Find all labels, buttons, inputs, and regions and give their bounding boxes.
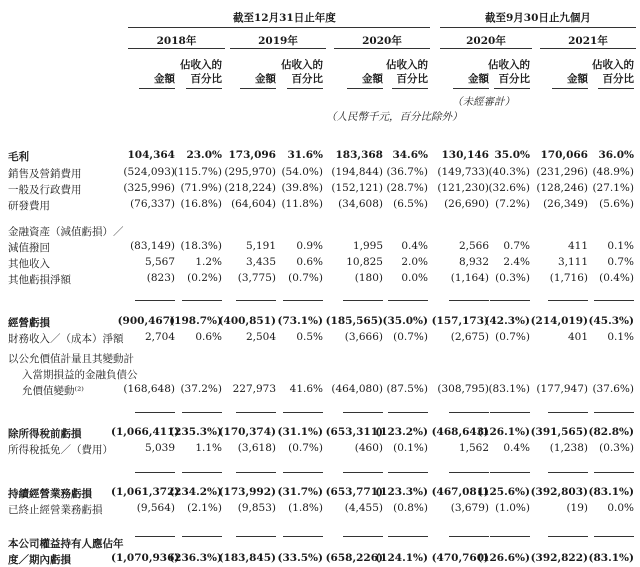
row-8-value-2: 2,504 xyxy=(245,331,276,343)
row-3-value-3: (11.8%) xyxy=(281,198,323,210)
row-2-value-9: (27.1%) xyxy=(592,182,634,194)
row-12-value-4: (653,771) xyxy=(325,486,383,498)
row-9-value-2: 227,973 xyxy=(232,383,276,395)
row-3-value-1: (16.8%) xyxy=(180,198,222,210)
row-10-value-3: (31.1%) xyxy=(277,426,323,438)
row-6-value-2: (3,775) xyxy=(237,272,276,284)
row-9-value-1: (37.2%) xyxy=(180,383,222,395)
subtotal-rule-1-pct-0 xyxy=(182,412,222,413)
col-amount-header-4: 金額 xyxy=(567,73,588,85)
subtotal-rule-3-amt-1 xyxy=(236,536,276,537)
row-14-value-0: (1,070,936) xyxy=(111,552,180,564)
row-0-value-1: 23.0% xyxy=(186,149,222,161)
col-pct-header-a-4: 佔收入的 xyxy=(592,59,634,71)
row-label-2-0: 一般及行政費用 xyxy=(8,184,82,196)
subtotal-rule-2-pct-3 xyxy=(490,472,530,473)
pct-underline-4 xyxy=(598,88,634,89)
row-0-value-3: 31.6% xyxy=(287,149,323,161)
row-1-value-3: (54.0%) xyxy=(281,166,323,178)
amount-underline-0 xyxy=(139,88,175,89)
row-label-6-0: 其他虧損淨額 xyxy=(8,274,71,286)
col-pct-header-a-3: 佔收入的 xyxy=(488,59,530,71)
row-label-7-0: 經營虧損 xyxy=(8,317,50,329)
subtotal-rule-1-amt-1 xyxy=(236,412,276,413)
row-8-value-5: (0.7%) xyxy=(393,331,428,343)
row-2-value-0: (325,996) xyxy=(123,182,175,194)
row-8-value-9: 0.1% xyxy=(607,331,634,343)
row-label-12-0: 持續經營業務虧損 xyxy=(8,488,92,500)
subtotal-rule-0-amt-1 xyxy=(236,300,276,301)
subtotal-rule-1-pct-2 xyxy=(388,412,428,413)
row-1-value-8: (231,296) xyxy=(536,166,588,178)
period-nine-months-rule xyxy=(440,27,636,28)
year-rule-4 xyxy=(540,48,636,49)
col-pct-header-b-3: 百分比 xyxy=(498,73,530,85)
col-pct-header-a-2: 佔收入的 xyxy=(386,59,428,71)
row-12-value-6: (467,081) xyxy=(431,486,489,498)
subtotal-rule-2-pct-4 xyxy=(594,472,634,473)
row-label-8-0: 財務收入／（成本）淨額 xyxy=(8,333,124,345)
subtotal-rule-2-pct-0 xyxy=(182,472,222,473)
subtotal-rule-0-pct-2 xyxy=(388,300,428,301)
subtotal-rule-1-pct-1 xyxy=(283,412,323,413)
row-12-value-2: (173,992) xyxy=(218,486,276,498)
row-7-value-3: (73.1%) xyxy=(277,315,323,327)
subtotal-rule-0-amt-0 xyxy=(135,300,175,301)
subtotal-rule-2-amt-2 xyxy=(343,472,383,473)
row-5-value-6: 8,932 xyxy=(458,256,489,268)
row-0-value-5: 34.6% xyxy=(392,149,428,161)
row-label-9-1: 入當期損益的金融負債公 xyxy=(22,369,138,381)
row-11-value-8: (1,238) xyxy=(549,442,588,454)
row-5-value-1: 1.2% xyxy=(195,256,222,268)
row-10-value-5: (123.2%) xyxy=(375,426,428,438)
row-9-value-6: (308,795) xyxy=(437,383,489,395)
row-label-10-0: 除所得稅前虧損 xyxy=(8,428,82,440)
row-8-value-6: (2,675) xyxy=(450,331,489,343)
row-7-value-0: (900,467) xyxy=(117,315,175,327)
row-11-value-1: 1.1% xyxy=(195,442,222,454)
row-8-value-1: 0.6% xyxy=(195,331,222,343)
subtotal-rule-1-amt-4 xyxy=(548,412,588,413)
row-13-value-0: (9,564) xyxy=(136,502,175,514)
row-9-value-4: (464,080) xyxy=(331,383,383,395)
row-5-value-3: 0.6% xyxy=(296,256,323,268)
row-13-value-9: 0.0% xyxy=(607,502,634,514)
row-6-value-6: (1,164) xyxy=(450,272,489,284)
subtotal-rule-2-amt-1 xyxy=(236,472,276,473)
year-header-2: 2020年 xyxy=(362,35,402,47)
row-2-value-6: (121,230) xyxy=(437,182,489,194)
unit-note: （人民幣千元，百分比除外） xyxy=(326,111,463,123)
row-8-value-4: (3,666) xyxy=(344,331,383,343)
row-2-value-1: (71.9%) xyxy=(180,182,222,194)
year-rule-2 xyxy=(334,48,430,49)
row-9-value-8: (177,947) xyxy=(536,383,588,395)
row-11-value-5: (0.1%) xyxy=(393,442,428,454)
row-3-value-8: (26,349) xyxy=(543,198,588,210)
row-2-value-3: (39.8%) xyxy=(281,182,323,194)
row-6-value-7: (0.3%) xyxy=(495,272,530,284)
row-14-value-2: (183,845) xyxy=(218,552,276,564)
subtotal-rule-3-pct-1 xyxy=(283,536,323,537)
row-8-value-0: 2,704 xyxy=(144,331,175,343)
row-14-value-1: (236.3%) xyxy=(169,552,222,564)
subtotal-rule-1-amt-0 xyxy=(135,412,175,413)
subtotal-rule-2-pct-1 xyxy=(283,472,323,473)
row-2-value-4: (152,121) xyxy=(331,182,383,194)
col-amount-header-3: 金額 xyxy=(468,73,489,85)
row-6-value-5: 0.0% xyxy=(401,272,428,284)
row-5-value-9: 0.7% xyxy=(607,256,634,268)
year-header-0: 2018年 xyxy=(156,35,197,47)
subtotal-rule-0-pct-1 xyxy=(283,300,323,301)
row-4-value-5: 0.4% xyxy=(401,240,428,252)
subtotal-rule-1-amt-3 xyxy=(449,412,489,413)
row-12-value-3: (31.7%) xyxy=(277,486,323,498)
row-10-value-7: (126.1%) xyxy=(477,426,530,438)
row-0-value-8: 170,066 xyxy=(540,149,588,161)
row-4-value-9: 0.1% xyxy=(607,240,634,252)
row-4-value-3: 0.9% xyxy=(296,240,323,252)
row-7-value-1: (198.7%) xyxy=(169,315,222,327)
col-pct-header-a-1: 佔收入的 xyxy=(281,59,323,71)
row-8-value-7: (0.7%) xyxy=(495,331,530,343)
row-2-value-2: (218,224) xyxy=(224,182,276,194)
subtotal-rule-1-pct-3 xyxy=(490,412,530,413)
row-14-value-7: (126.6%) xyxy=(477,552,530,564)
row-13-value-6: (3,679) xyxy=(450,502,489,514)
subtotal-rule-3-pct-3 xyxy=(490,536,530,537)
period-nine-months-header: 截至9月30日止九個月 xyxy=(485,12,591,24)
subtotal-rule-0-amt-3 xyxy=(449,300,489,301)
subtotal-rule-0-amt-2 xyxy=(343,300,383,301)
subtotal-rule-1-amt-2 xyxy=(343,412,383,413)
subtotal-rule-3-amt-2 xyxy=(343,536,383,537)
col-pct-header-b-1: 百分比 xyxy=(291,73,323,85)
row-11-value-7: 0.4% xyxy=(503,442,530,454)
subtotal-rule-0-pct-3 xyxy=(490,300,530,301)
row-label-0-0: 毛利 xyxy=(8,151,29,163)
row-label-13-0: 已終止經營業務虧損 xyxy=(8,504,103,516)
subtotal-rule-2-amt-3 xyxy=(449,472,489,473)
row-8-value-8: 401 xyxy=(567,331,588,343)
row-14-value-4: (658,226) xyxy=(325,552,383,564)
row-label-11-0: 所得稅抵免／（費用） xyxy=(8,444,113,456)
subtotal-rule-2-amt-4 xyxy=(548,472,588,473)
row-3-value-2: (64,604) xyxy=(231,198,276,210)
row-3-value-6: (26,690) xyxy=(444,198,489,210)
row-label-3-0: 研發費用 xyxy=(8,200,50,212)
amount-underline-4 xyxy=(552,88,588,89)
row-7-value-8: (214,019) xyxy=(530,315,588,327)
row-6-value-0: (823) xyxy=(146,272,175,284)
col-pct-header-b-0: 百分比 xyxy=(190,73,222,85)
row-3-value-5: (6.5%) xyxy=(393,198,428,210)
subtotal-rule-0-amt-4 xyxy=(548,300,588,301)
row-9-value-9: (37.6%) xyxy=(592,383,634,395)
row-9-value-3: 41.6% xyxy=(289,383,323,395)
row-label-9-0: 以公允價值計量且其變動計 xyxy=(8,353,134,365)
row-6-value-8: (1,716) xyxy=(549,272,588,284)
row-label-5-0: 其他收入 xyxy=(8,258,50,270)
col-amount-header-1: 金額 xyxy=(255,73,276,85)
row-13-value-4: (4,455) xyxy=(344,502,383,514)
row-0-value-9: 36.0% xyxy=(598,149,634,161)
subtotal-rule-3-pct-0 xyxy=(182,536,222,537)
row-14-value-5: (124.1%) xyxy=(375,552,428,564)
row-11-value-4: (460) xyxy=(354,442,383,454)
pct-underline-0 xyxy=(186,88,222,89)
row-2-value-7: (32.6%) xyxy=(488,182,530,194)
row-14-value-6: (470,760) xyxy=(431,552,489,564)
row-1-value-6: (149,733) xyxy=(437,166,489,178)
amount-underline-3 xyxy=(453,88,489,89)
row-7-value-2: (400,851) xyxy=(218,315,276,327)
row-4-value-2: 5,191 xyxy=(245,240,276,252)
subtotal-rule-3-pct-4 xyxy=(594,536,634,537)
row-5-value-4: 10,825 xyxy=(346,256,383,268)
row-11-value-6: 1,562 xyxy=(458,442,489,454)
row-label-14-0: 本公司權益持有人應佔年 xyxy=(8,538,124,550)
subtotal-rule-2-amt-0 xyxy=(135,472,175,473)
col-amount-header-2: 金額 xyxy=(362,73,383,85)
subtotal-rule-3-amt-0 xyxy=(135,536,175,537)
row-13-value-5: (0.8%) xyxy=(393,502,428,514)
row-4-value-6: 2,566 xyxy=(458,240,489,252)
row-7-value-5: (35.0%) xyxy=(382,315,428,327)
row-11-value-3: (0.7%) xyxy=(288,442,323,454)
row-13-value-8: (19) xyxy=(566,502,588,514)
row-label-4-1: 減值撥回 xyxy=(8,242,50,254)
row-8-value-3: 0.5% xyxy=(296,331,323,343)
row-5-value-5: 2.0% xyxy=(401,256,428,268)
row-0-value-7: 35.0% xyxy=(494,149,530,161)
row-10-value-2: (170,374) xyxy=(218,426,276,438)
row-6-value-4: (180) xyxy=(354,272,383,284)
subtotal-rule-2-pct-2 xyxy=(388,472,428,473)
year-header-3: 2020年 xyxy=(466,35,506,47)
row-13-value-2: (9,853) xyxy=(237,502,276,514)
row-11-value-2: (3,618) xyxy=(237,442,276,454)
row-10-value-8: (391,565) xyxy=(530,426,588,438)
row-5-value-7: 2.4% xyxy=(503,256,530,268)
row-10-value-0: (1,066,411) xyxy=(111,426,180,438)
row-12-value-8: (392,803) xyxy=(530,486,588,498)
year-header-4: 2021年 xyxy=(568,35,608,47)
row-1-value-1: (115.7%) xyxy=(173,166,222,178)
row-1-value-2: (295,970) xyxy=(224,166,276,178)
row-13-value-1: (2.1%) xyxy=(187,502,222,514)
pct-underline-2 xyxy=(392,88,428,89)
row-3-value-7: (7.2%) xyxy=(495,198,530,210)
row-10-value-4: (653,311) xyxy=(325,426,383,438)
subtotal-rule-3-amt-3 xyxy=(449,536,489,537)
row-14-value-9: (83.1%) xyxy=(588,552,634,564)
col-pct-header-b-2: 百分比 xyxy=(396,73,428,85)
row-10-value-9: (82.8%) xyxy=(588,426,634,438)
year-rule-3 xyxy=(440,48,532,49)
year-header-1: 2019年 xyxy=(258,35,298,47)
row-5-value-2: 3,435 xyxy=(245,256,276,268)
row-6-value-3: (0.7%) xyxy=(288,272,323,284)
row-4-value-8: 411 xyxy=(567,240,588,252)
row-3-value-4: (34,608) xyxy=(338,198,383,210)
row-1-value-0: (524,093) xyxy=(123,166,175,178)
row-12-value-0: (1,061,372) xyxy=(111,486,180,498)
row-7-value-9: (45.3%) xyxy=(588,315,634,327)
subtotal-rule-3-pct-2 xyxy=(388,536,428,537)
row-4-value-7: 0.7% xyxy=(503,240,530,252)
pct-underline-3 xyxy=(494,88,530,89)
row-12-value-5: (123.3%) xyxy=(375,486,428,498)
row-3-value-9: (5.6%) xyxy=(599,198,634,210)
row-2-value-8: (128,246) xyxy=(536,182,588,194)
row-0-value-6: 130,146 xyxy=(441,149,489,161)
row-4-value-4: 1,995 xyxy=(352,240,383,252)
row-label-14-1: 度／期內虧損 xyxy=(8,554,71,566)
pct-underline-1 xyxy=(287,88,323,89)
row-14-value-3: (33.5%) xyxy=(277,552,323,564)
unaudited-note: （未經審計） xyxy=(452,96,515,108)
row-11-value-0: 5,039 xyxy=(144,442,175,454)
row-7-value-4: (185,565) xyxy=(325,315,383,327)
row-0-value-0: 104,364 xyxy=(127,149,175,161)
year-rule-1 xyxy=(230,48,326,49)
row-4-value-0: (83,149) xyxy=(130,240,175,252)
row-10-value-1: (235.3%) xyxy=(169,426,222,438)
row-12-value-7: (125.6%) xyxy=(477,486,530,498)
row-12-value-1: (234.2%) xyxy=(169,486,222,498)
row-0-value-4: 183,368 xyxy=(335,149,383,161)
row-1-value-7: (40.3%) xyxy=(488,166,530,178)
period-full-year-header: 截至12月31日止年度 xyxy=(233,12,336,24)
row-9-value-0: (168,648) xyxy=(123,383,175,395)
period-full-year-rule xyxy=(128,27,430,28)
row-2-value-5: (28.7%) xyxy=(386,182,428,194)
row-3-value-0: (76,337) xyxy=(130,198,175,210)
row-9-value-5: (87.5%) xyxy=(386,383,428,395)
amount-underline-1 xyxy=(240,88,276,89)
row-label-1-0: 銷售及營銷費用 xyxy=(8,168,82,180)
subtotal-rule-0-pct-4 xyxy=(594,300,634,301)
col-amount-header-0: 金額 xyxy=(154,73,175,85)
row-1-value-9: (48.9%) xyxy=(592,166,634,178)
row-label-9-2: 允價值變動⁽²⁾ xyxy=(22,385,84,397)
row-11-value-9: (0.3%) xyxy=(599,442,634,454)
row-1-value-5: (36.7%) xyxy=(386,166,428,178)
row-9-value-7: (83.1%) xyxy=(488,383,530,395)
amount-underline-2 xyxy=(347,88,383,89)
row-12-value-9: (83.1%) xyxy=(588,486,634,498)
year-rule-0 xyxy=(128,48,225,49)
row-6-value-1: (0.2%) xyxy=(187,272,222,284)
row-5-value-0: 5,567 xyxy=(144,256,175,268)
subtotal-rule-1-pct-4 xyxy=(594,412,634,413)
row-13-value-3: (1.8%) xyxy=(288,502,323,514)
row-13-value-7: (1.0%) xyxy=(495,502,530,514)
row-10-value-6: (468,643) xyxy=(431,426,489,438)
row-label-4-0: 金融資產（減值虧損）／ xyxy=(8,226,124,238)
subtotal-rule-3-amt-4 xyxy=(548,536,588,537)
row-0-value-2: 173,096 xyxy=(228,149,276,161)
row-1-value-4: (194,844) xyxy=(331,166,383,178)
row-6-value-9: (0.4%) xyxy=(599,272,634,284)
col-pct-header-b-4: 百分比 xyxy=(602,73,634,85)
row-7-value-7: (42.3%) xyxy=(484,315,530,327)
row-14-value-8: (392,822) xyxy=(530,552,588,564)
subtotal-rule-0-pct-0 xyxy=(182,300,222,301)
row-7-value-6: (157,173) xyxy=(431,315,489,327)
col-pct-header-a-0: 佔收入的 xyxy=(180,59,222,71)
row-5-value-8: 3,111 xyxy=(557,256,588,268)
row-4-value-1: (18.3%) xyxy=(180,240,222,252)
